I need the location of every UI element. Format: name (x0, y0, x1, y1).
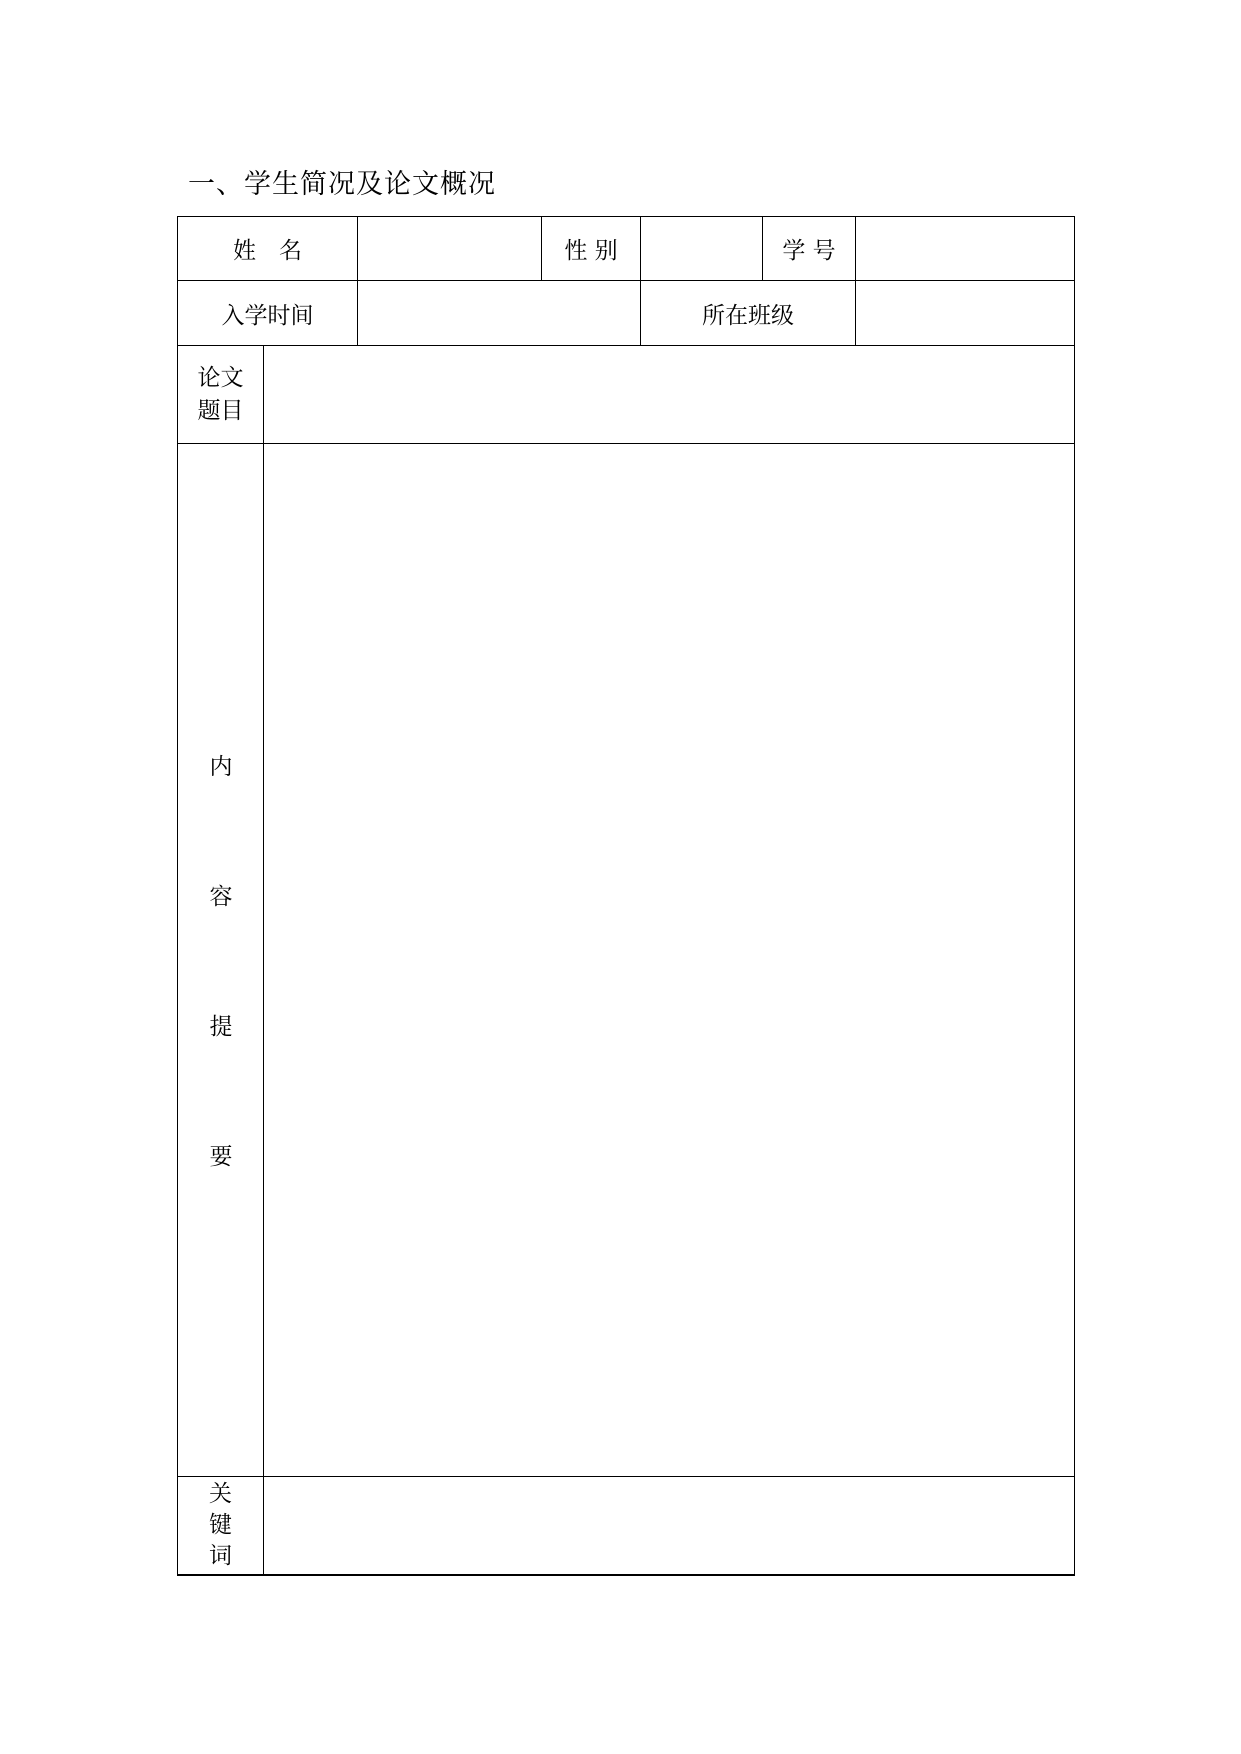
keywords-field[interactable] (264, 1477, 1074, 1574)
summary-field[interactable] (264, 444, 1074, 1476)
thesis-title-label (178, 346, 263, 443)
enroll-time-label: 入学时间 (221, 302, 314, 329)
class-field[interactable] (856, 281, 1074, 345)
keywords-label (178, 1477, 263, 1574)
name-label: 姓 名 (233, 238, 302, 264)
table-border-right (1074, 216, 1075, 1576)
thesis-title-field[interactable] (264, 346, 1074, 443)
gender-label: 性 别 (564, 238, 618, 264)
section-title: 一、学生简况及论文概况 (188, 169, 496, 200)
name-field[interactable] (358, 217, 541, 280)
gender-field[interactable] (641, 217, 762, 280)
keywords-label-char: 关 (209, 1481, 232, 1507)
keywords-label-char: 词 (209, 1543, 232, 1569)
student-id-label: 学 号 (782, 238, 836, 264)
summary-label-char: 要 (209, 1144, 233, 1170)
keywords-label-char: 键 (209, 1512, 232, 1538)
summary-label-char: 容 (209, 884, 233, 910)
table-border-bottom (177, 1574, 1075, 1576)
enroll-time-field[interactable] (358, 281, 640, 345)
student-id-field[interactable] (856, 217, 1074, 280)
summary-label-char: 内 (209, 754, 233, 780)
thesis-title-label-line: 论文 (197, 364, 244, 391)
thesis-title-label-line: 题目 (197, 397, 244, 424)
class-label: 所在班级 (702, 302, 794, 329)
summary-label-char: 提 (209, 1014, 233, 1040)
